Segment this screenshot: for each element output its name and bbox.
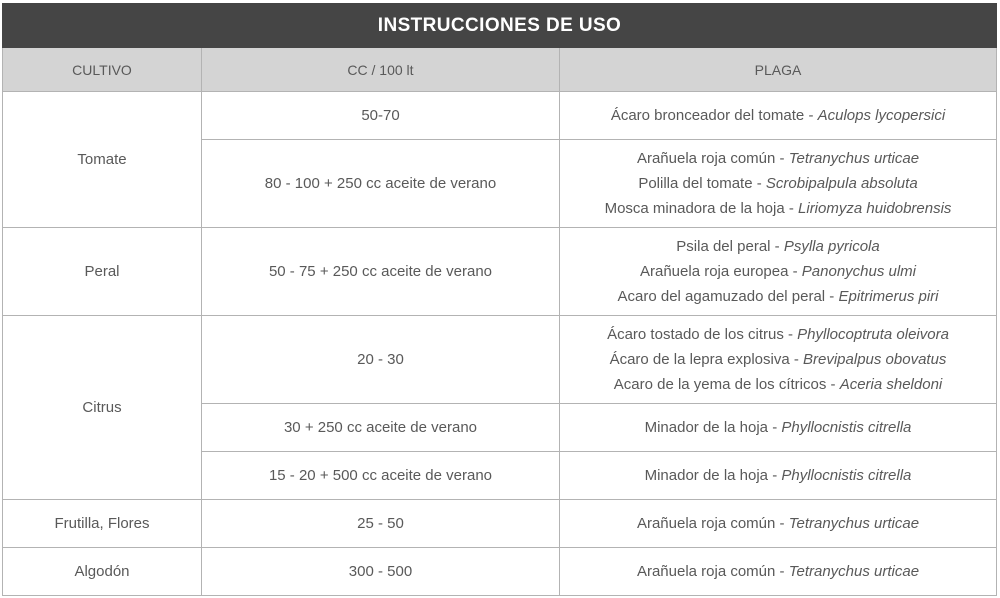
pest-scientific-name: Phyllocnistis citrella: [781, 467, 912, 484]
dose-cell: 20 - 30: [202, 316, 560, 404]
pest-scientific-name: Liriomyza huidobrensis: [798, 200, 952, 217]
dose-cell: 25 - 50: [202, 500, 560, 548]
dose-cell: 300 - 500: [202, 548, 560, 596]
pest-common-name: Minador de la hoja -: [644, 467, 782, 484]
pest-line: [568, 372, 988, 397]
pest-scientific-name: Tetranychus urticae: [788, 563, 920, 580]
table-row: [3, 500, 997, 548]
pest-common-name: Acaro de la yema de los cítricos -: [613, 376, 840, 393]
pest-cell: [560, 404, 997, 452]
pest-common-name: Ácaro de la lepra explosiva -: [609, 351, 803, 368]
crop-cell: Citrus: [3, 316, 202, 500]
title-row: [3, 4, 997, 48]
crop-cell: Peral: [3, 228, 202, 316]
column-header-plaga: PLAGA: [560, 48, 997, 92]
pest-cell: [560, 228, 997, 316]
column-header-cultivo: CULTIVO: [3, 48, 202, 92]
pest-scientific-name: Phyllocoptruta oleivora: [797, 326, 949, 343]
pest-common-name: Minador de la hoja -: [644, 419, 782, 436]
pest-common-name: Arañuela roja común -: [636, 515, 789, 532]
pest-cell: [560, 500, 997, 548]
pest-cell: [560, 92, 997, 140]
pest-line: [568, 171, 988, 196]
pest-scientific-name: Aceria sheldoni: [839, 376, 943, 393]
pest-common-name: Arañuela roja europea -: [640, 263, 802, 280]
pest-line: [568, 234, 988, 259]
dose-cell: 50 - 75 + 250 cc aceite de verano: [202, 228, 560, 316]
pest-scientific-name: Tetranychus urticae: [788, 515, 920, 532]
pest-scientific-name: Psylla pyricola: [783, 238, 880, 255]
pest-line: [568, 196, 988, 221]
pest-line: [568, 284, 988, 309]
pest-scientific-name: Tetranychus urticae: [788, 150, 920, 167]
crop-cell: Frutilla, Flores: [3, 500, 202, 548]
pest-line: [568, 103, 988, 128]
pest-line: [568, 559, 988, 584]
pest-common-name: Mosca minadora de la hoja -: [604, 200, 799, 217]
pest-scientific-name: Phyllocnistis citrella: [781, 419, 912, 436]
table-body: [3, 92, 997, 596]
pest-cell: [560, 548, 997, 596]
pest-scientific-name: Scrobipalpula absoluta: [765, 175, 918, 192]
pest-cell: [560, 452, 997, 500]
column-header-row: [3, 48, 997, 92]
dose-cell: 15 - 20 + 500 cc aceite de verano: [202, 452, 560, 500]
dose-cell: 30 + 250 cc aceite de verano: [202, 404, 560, 452]
crop-cell: Algodón: [3, 548, 202, 596]
crop-cell: Tomate: [3, 92, 202, 228]
pest-line: [568, 146, 988, 171]
dose-cell: 50-70: [202, 92, 560, 140]
pest-cell: [560, 140, 997, 228]
pest-scientific-name: Panonychus ulmi: [801, 263, 917, 280]
pest-common-name: Arañuela roja común -: [636, 150, 789, 167]
pest-line: [568, 463, 988, 488]
pest-line: [568, 415, 988, 440]
pest-common-name: Ácaro bronceador del tomate -: [610, 107, 818, 124]
table-row: [3, 548, 997, 596]
pest-line: [568, 347, 988, 372]
dose-cell: 80 - 100 + 250 cc aceite de verano: [202, 140, 560, 228]
pest-line: [568, 259, 988, 284]
column-header-dose: CC / 100 lt: [202, 48, 560, 92]
table-row: [3, 228, 997, 316]
pest-common-name: Acaro del agamuzado del peral -: [617, 288, 839, 305]
pest-common-name: Polilla del tomate -: [638, 175, 766, 192]
table-row: [3, 92, 997, 140]
instructions-table: [2, 3, 997, 596]
pest-scientific-name: Brevipalpus obovatus: [803, 351, 947, 368]
table-row: [3, 316, 997, 404]
table-title: INSTRUCCIONES DE USO: [3, 4, 997, 48]
pest-common-name: Arañuela roja común -: [636, 563, 789, 580]
pest-line: [568, 322, 988, 347]
pest-scientific-name: Epitrimerus piri: [838, 288, 939, 305]
pest-common-name: Ácaro tostado de los citrus -: [607, 326, 798, 343]
pest-cell: [560, 316, 997, 404]
pest-line: [568, 511, 988, 536]
pest-scientific-name: Aculops lycopersici: [817, 107, 946, 124]
pest-common-name: Psila del peral -: [676, 238, 784, 255]
